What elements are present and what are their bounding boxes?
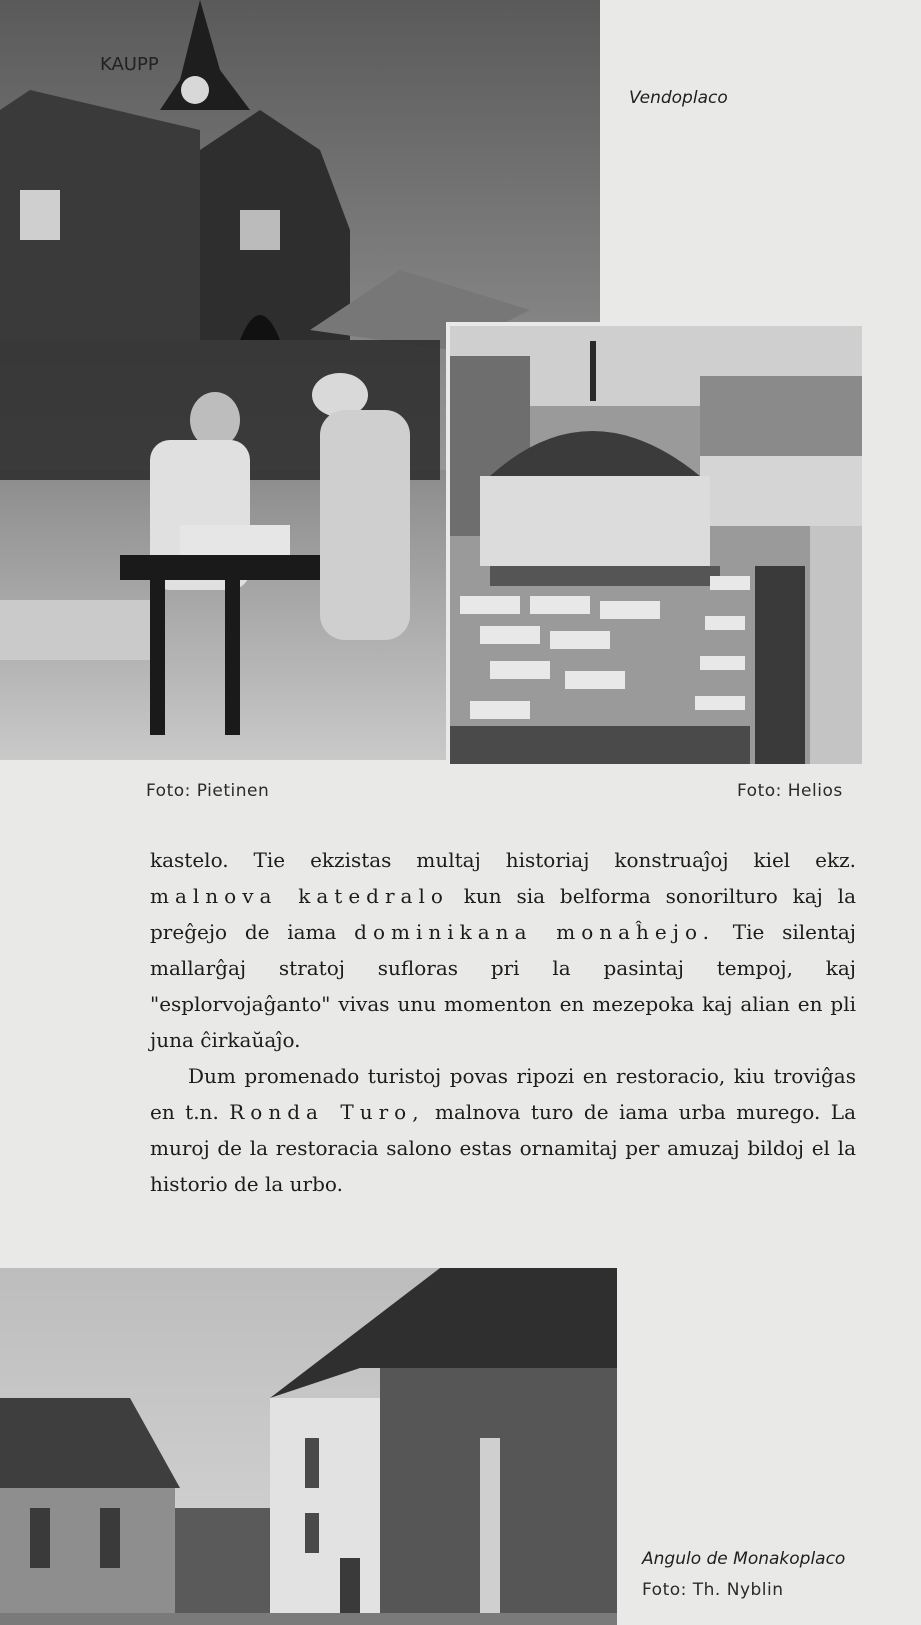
monastery-square-photo bbox=[0, 1268, 617, 1625]
paragraph-2-part-a: Dum promenado turistoj povas ripozi en restoracio, kiu troviĝas en t.n. bbox=[150, 1064, 856, 1124]
paragraph-1-part-a: kastelo. Tie ekzistas multaj historiaj konstruaĵoj kiel ekz. bbox=[150, 848, 856, 872]
paragraph-1-spaced-cathedral: malnova katedralo bbox=[150, 884, 449, 908]
round-tower-market-photo bbox=[446, 322, 862, 764]
paragraph-1-part-c: Tie silentaj mallarĝaj stratoj sufloras pri la pasintaj tempoj, kaj "esplorvojaĝanto" vivas unu momenton en mezepoka kaj alian en pli juna ĉirkaŭaĵo. bbox=[150, 920, 857, 1052]
body-text bbox=[150, 842, 856, 1202]
paragraph-1-part-b: kun sia belforma sonorilturo kaj la preĝejo de iama bbox=[150, 884, 857, 944]
paragraph-2-part-b: malnova turo de iama urba murego. La muroj de la restoracia salono estas ornamitaj per amuzaj bildoj el la historio de la urbo. bbox=[150, 1100, 856, 1196]
market-hall-sign: KAUPP bbox=[100, 54, 159, 75]
paragraph-2 bbox=[150, 1058, 856, 1202]
market-title-caption: Vendoplaco bbox=[629, 88, 728, 108]
paragraph-1 bbox=[150, 842, 856, 1058]
credit-left-caption: Foto: Pietinen bbox=[146, 781, 270, 801]
credit-right-caption: Foto: Helios bbox=[737, 781, 843, 801]
bottom-credit-caption: Foto: Th. Nyblin bbox=[642, 1580, 784, 1600]
paragraph-2-spaced-round-tower: Ronda Turo, bbox=[229, 1100, 425, 1124]
paragraph-1-spaced-monastery: dominikana monaĥejo. bbox=[354, 920, 716, 944]
bottom-title-caption: Angulo de Monakoplaco bbox=[642, 1549, 846, 1569]
